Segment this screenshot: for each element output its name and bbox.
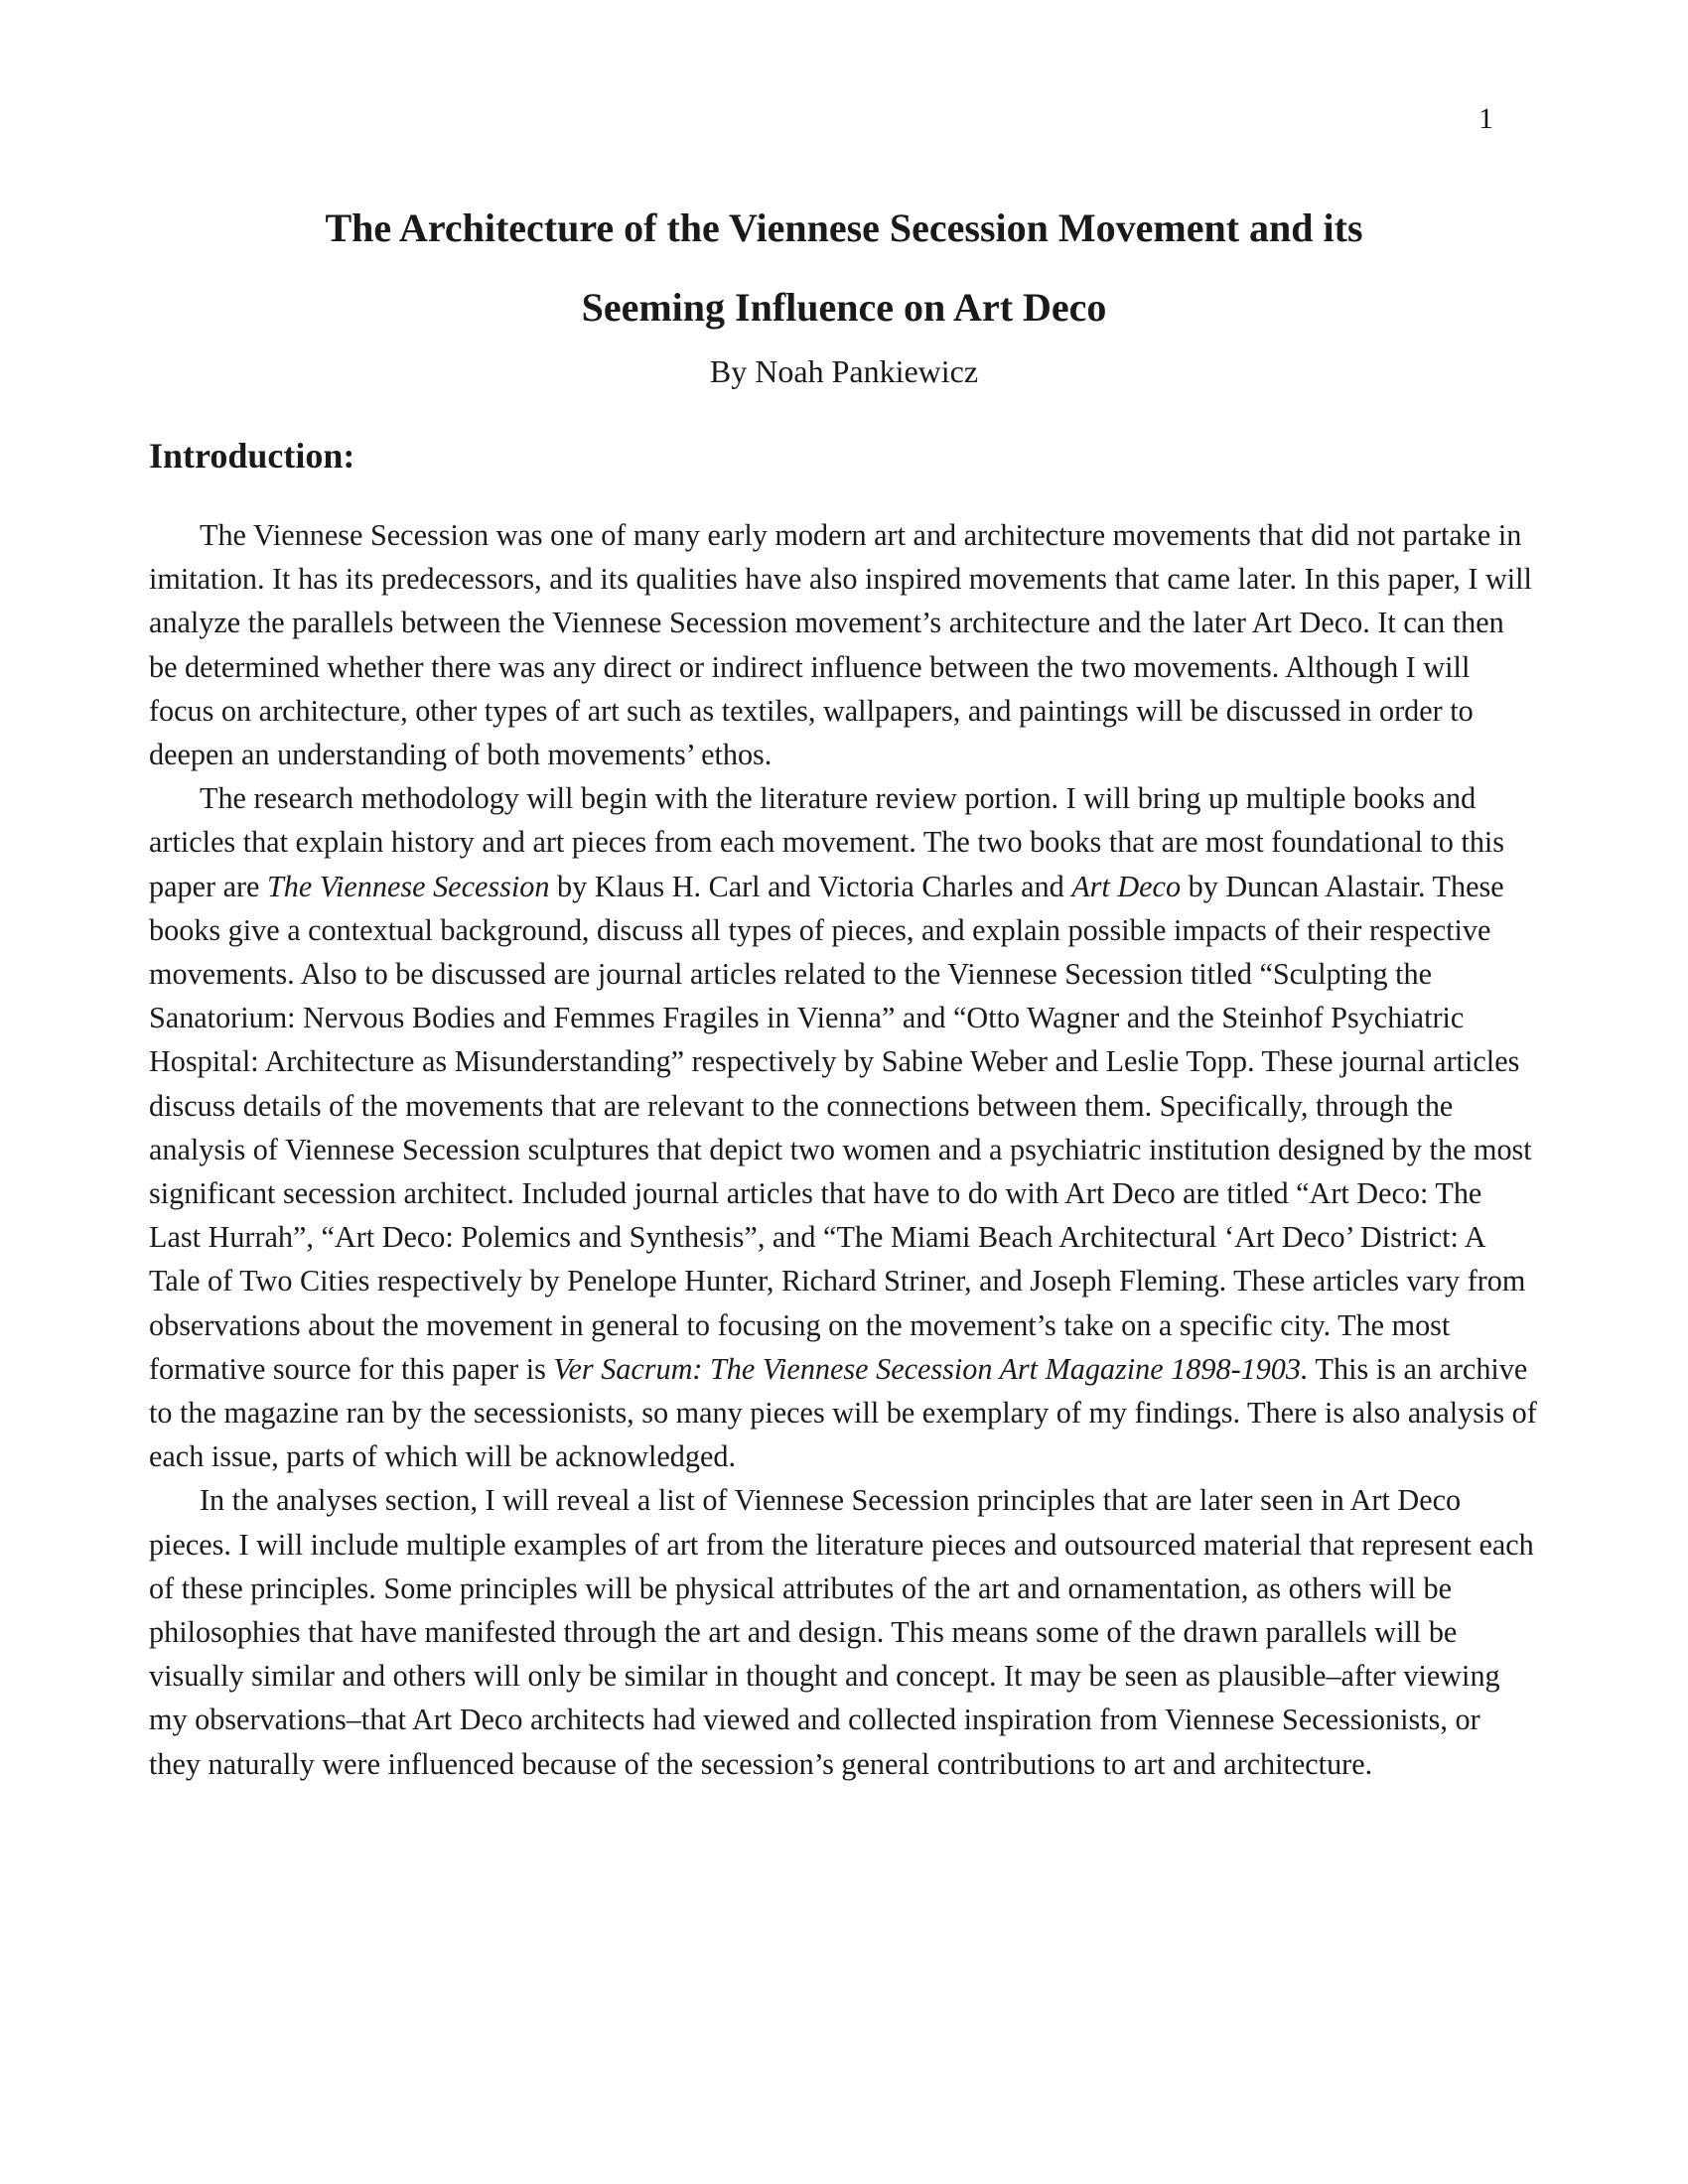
author-byline: By Noah Pankiewicz xyxy=(709,353,979,389)
source-title-ver-sacrum: Ver Sacrum: The Viennese Secession Art Magazine 1898-1903. xyxy=(553,1351,1309,1386)
paragraph-2-text-a: The research methodology will begin with the literature review portion. I will bring up multiple books and articles that explain history and art pieces from each movement. The two books that are most foundational to this paper are xyxy=(149,781,1505,903)
paragraph-2-text-e: by Duncan Alastair. These books give a contextual background, discuss all types of pieces, and explain possible impacts of their respective movements. Also to be discussed are journal articles related to the Viennese Secession titled “Sculpting the Sanatorium: Nervous Bodies and Femmes Fragiles in Vienna” and “Otto Wagner and the Steinhof Psychiatric Hospital: Architecture as Misunderstanding” respectively by Sabine Weber and Leslie Topp. These journal articles discuss details of the movements that are relevant to the connections between them. Specifically, through the analysis of Viennese Secession sculptures that depict two women and a psychiatric institution designed by the most significant secession architect. Included journal articles that have to do with Art Deco are titled “Art Deco: The Last Hurrah”, “Art Deco: Polemics and Synthesis”, and “The Miami Beach Architectural ‘Art Deco’ District: A Tale of Two Cities respectively by Penelope Hunter, Richard Striner, and Joseph Fleming. These articles vary from observations about the movement in general to focusing on the movement’s take on a specific city. The most formative source for this paper is xyxy=(149,869,1532,1386)
paragraph-1: The Viennese Secession was one of many early modern art and architecture movements that did not partake in imitation. It has its predecessors, and its qualities have also inspired movements that came later. In this paper, I will analyze the parallels between the Viennese Secession movement’s architecture and the later Art Deco. It can then be determined whether there was any direct or indirect influence between the two movements. Although I will focus on architecture, other types of art such as textiles, wallpapers, and paintings will be discussed in order to deepen an understanding of both movements’ ethos. xyxy=(149,518,1532,772)
paper-title xyxy=(149,189,1539,347)
title-line-2: Seeming Influence on Art Deco xyxy=(581,285,1107,330)
body-text xyxy=(149,513,1539,1786)
paragraph-2 xyxy=(149,776,1539,1478)
book-title-art-deco: Art Deco xyxy=(1071,869,1182,903)
book-title-viennese-secession: The Viennese Secession xyxy=(266,869,550,903)
paragraph-3: In the analyses section, I will reveal a list of Viennese Secession principles that are later seen in Art Deco pieces. I will include multiple examples of art from the literature pieces and outsourced material that represent each of these principles. Some principles will be physical attributes of the art and ornamentation, as others will be philosophies that have manifested through the art and design. This means some of the drawn parallels will be visually similar and others will only be similar in thought and concept. It may be seen as plausible–after viewing my observations–that Art Deco architects had viewed and collected inspiration from Viennese Secessionists, or they naturally were influenced because of the secession’s general contributions to art and architecture. xyxy=(149,1483,1534,1781)
title-line-1: The Architecture of the Viennese Secession Movement and its xyxy=(325,205,1363,250)
section-heading-introduction: Introduction: xyxy=(149,436,355,476)
paragraph-2-text-c: by Klaus H. Carl and Victoria Charles and xyxy=(549,869,1072,903)
paragraph-2-text-g: This is an archive to the magazine ran by the secessionists, so many pieces will be exemplary of my findings. There is also analysis of each issue, parts of which will be acknowledged. xyxy=(149,1351,1537,1474)
page-number: 1 xyxy=(1478,102,1493,135)
